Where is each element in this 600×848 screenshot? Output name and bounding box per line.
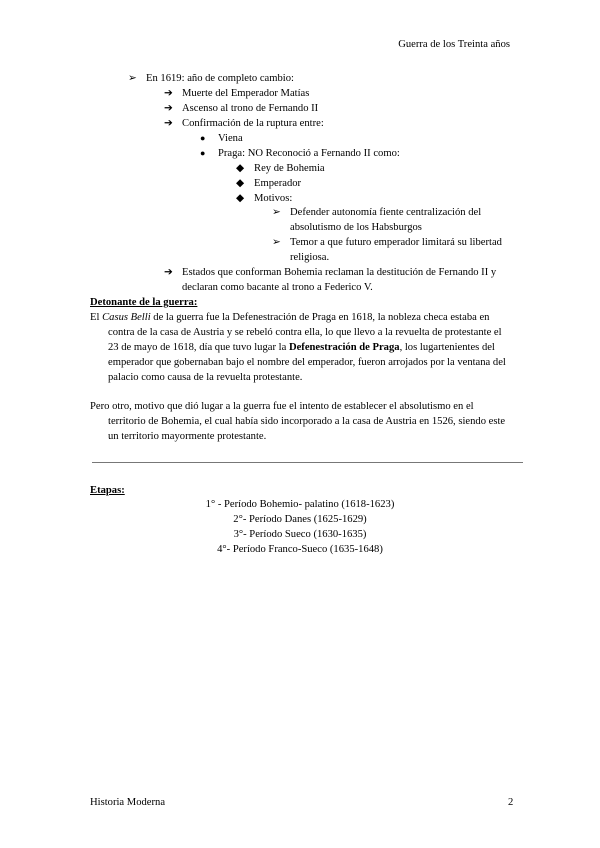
outline-text: Viena (218, 133, 243, 144)
paragraph-text: 23 de mayo de 1618, día que tuvo lugar la (108, 342, 289, 353)
outline-text-continuation: religiosa. (290, 252, 330, 263)
outline-text: En 1619: año de completo cambio: (146, 73, 294, 84)
etapa-item: 1° - Período Bohemio- palatino (1618-1623) (205, 499, 395, 510)
etapa-item: 4°- Período Franco-Sueco (1635-1648) (217, 544, 383, 555)
outline-text: Muerte del Emperador Matías (182, 88, 310, 99)
arrowhead-bullet-icon: ➢ (128, 73, 137, 84)
outline-text: Emperador (254, 178, 302, 189)
paragraph-text: , los lugartenientes del (399, 342, 495, 353)
arrowhead-bullet-icon: ➢ (272, 207, 281, 218)
outline-subsubitem (200, 146, 400, 161)
section-heading-etapas: Etapas: (90, 485, 125, 496)
paragraph-line: contra de la casa de Austria y se rebeló contra ella, lo que llevo a la revuelta de protestante el (108, 327, 502, 338)
paragraph-line: territorio de Bohemia, el cual había sido incorporado a la casa de Austria en 1526, siendo este (108, 416, 506, 427)
outline-text: Ascenso al trono de Fernando II (182, 103, 319, 114)
outline-level4-item (236, 191, 292, 206)
dot-bullet-icon: ● (200, 148, 206, 158)
diamond-bullet-icon: ◆ (236, 178, 245, 189)
outline-subitem (164, 101, 318, 116)
footer-course-name: Historia Moderna (90, 797, 166, 808)
etapa-item: 3°- Período Sueco (1630-1635) (233, 529, 367, 540)
outline-level5-item (272, 235, 502, 250)
diamond-bullet-icon: ◆ (236, 163, 245, 174)
arrow-bullet-icon: ➔ (164, 103, 173, 114)
paragraph-line: un territorio mayormente protestante. (108, 431, 267, 442)
paragraph-line: emperador que gobernaban bajo el nombre del emperador, fueron arrojados por la ventana del (108, 357, 506, 368)
outline-level4-item (236, 176, 301, 191)
arrowhead-bullet-icon: ➢ (272, 237, 281, 248)
outline-text: Rey de Bohemia (254, 163, 325, 174)
paragraph-line: palacio como causa de la revuelta protestante. (108, 372, 303, 383)
outline-subitem (164, 116, 324, 131)
outline-text-continuation: absolutismo de los Habsburgos (290, 222, 422, 233)
outline-subitem (164, 86, 309, 101)
diamond-bullet-icon: ◆ (236, 193, 245, 204)
outline-item-year (128, 71, 294, 86)
page-number: 2 (508, 797, 514, 808)
outline-subitem (164, 265, 496, 280)
etapa-item: 2°- Período Danes (1625-1629) (233, 514, 367, 525)
paragraph-text: de la guerra fue la Defenestración de Praga en 1618, la nobleza checa estaba en (150, 312, 490, 323)
outline-text: Praga: NO Reconoció a Fernando II como: (218, 148, 400, 159)
paragraph-text: El (90, 312, 103, 323)
dot-bullet-icon: ● (200, 133, 206, 143)
outline-subsubitem (200, 131, 243, 146)
arrow-bullet-icon: ➔ (164, 267, 173, 278)
defenestracion-bold: Defenestración de Praga (288, 342, 400, 353)
horizontal-divider (92, 462, 523, 463)
outline-text-continuation: declaran como bacante al trono a Federico V. (182, 282, 373, 293)
paragraph-line (90, 310, 489, 325)
casus-belli-italic: Casus Belli (102, 312, 151, 323)
paragraph-line: Pero otro, motivo que dió lugar a la guerra fue el intento de establecer el absolutismo en el (90, 401, 474, 412)
outline-level4-item (236, 161, 325, 176)
page-header-title: Guerra de los Treinta años (398, 39, 510, 50)
paragraph-line (108, 340, 495, 355)
outline-text: Motivos: (254, 193, 293, 204)
outline-level5-item (272, 205, 481, 220)
outline-text: Confirmación de la ruptura entre: (182, 118, 324, 129)
section-heading-detonante: Detonante de la guerra: (90, 297, 198, 308)
arrow-bullet-icon: ➔ (164, 88, 173, 99)
outline-text: Temor a que futuro emperador limitará su libertad (290, 237, 502, 248)
outline-text: Estados que conforman Bohemia reclaman la destitución de Fernando II y (182, 267, 497, 278)
arrow-bullet-icon: ➔ (164, 118, 173, 129)
outline-text: Defender autonomía fiente centralización del (290, 207, 482, 218)
